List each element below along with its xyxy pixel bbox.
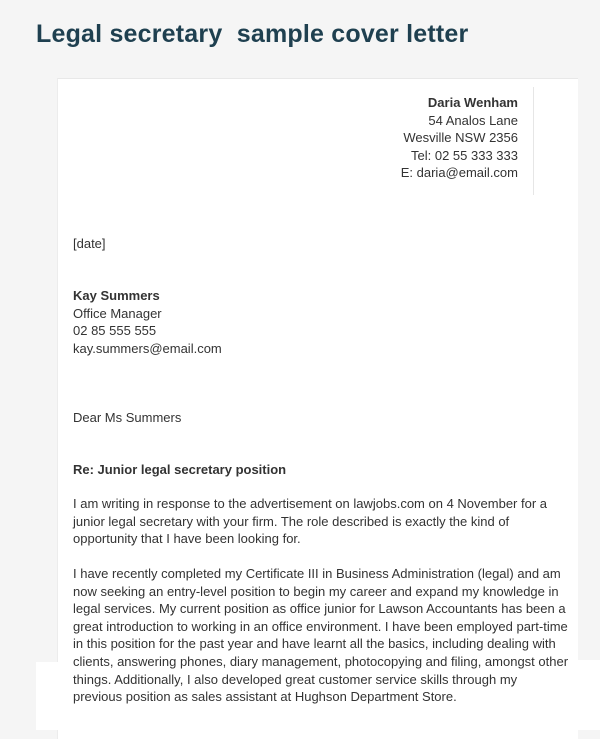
paragraph-line: previous position as sales assistant at Hughson Department Store. bbox=[73, 689, 457, 705]
recipient-phone: 02 85 555 555 bbox=[73, 323, 157, 339]
paragraph-line: I have recently completed my Certificate III in Business Administration (legal) and am bbox=[73, 566, 561, 581]
sender-city: Wesville NSW 2356 bbox=[403, 130, 518, 146]
divider bbox=[533, 87, 534, 195]
paragraph-line: clients, answering phones, diary management, photocopying and filing, amongst other bbox=[73, 653, 569, 669]
salutation: Dear Ms Summers bbox=[73, 410, 182, 425]
sender-name: Daria Wenham bbox=[427, 95, 518, 110]
page-title: Legal secretary sample cover letter bbox=[36, 20, 469, 48]
paragraph-line: in this position for the past year and have learnt all the basics, including dealing with bbox=[73, 636, 556, 652]
body-paragraph-1 bbox=[73, 495, 555, 548]
page-edge bbox=[36, 662, 60, 730]
paragraph-line: I am writing in response to the advertisement on lawjobs.com on 4 November for a bbox=[73, 496, 548, 511]
recipient-name: Kay Summers bbox=[73, 288, 160, 303]
sender-email: E: daria@email.com bbox=[400, 165, 518, 181]
recipient-title: Office Manager bbox=[73, 305, 162, 321]
recipient-email: kay.summers@email.com bbox=[73, 340, 222, 356]
sender-street: 54 Analos Lane bbox=[428, 112, 518, 128]
sender-address bbox=[401, 94, 518, 182]
body-paragraph-2 bbox=[73, 565, 569, 706]
paragraph-line: opportunity that I have been looking for. bbox=[73, 531, 301, 547]
letter-date: [date] bbox=[73, 236, 106, 251]
letter-page bbox=[57, 78, 578, 739]
page-edge bbox=[574, 660, 600, 730]
subject-line: Re: Junior legal secretary position bbox=[73, 462, 287, 477]
paragraph-line: things. Additionally, I also developed great customer service skills through my bbox=[73, 671, 518, 687]
sender-phone: Tel: 02 55 333 333 bbox=[411, 147, 518, 163]
paragraph-line: junior legal secretary with your firm. The role described is exactly the kind of bbox=[73, 513, 510, 529]
paragraph-line: legal services. My current position as office junior for Lawson Accountants has been a bbox=[73, 601, 566, 617]
paragraph-line: great introduction to working in an office environment. I have been employed part-time bbox=[73, 618, 568, 634]
paragraph-line: now seeking an entry-level position to begin my career and expand my knowledge in bbox=[73, 583, 559, 599]
recipient-address bbox=[73, 287, 222, 357]
